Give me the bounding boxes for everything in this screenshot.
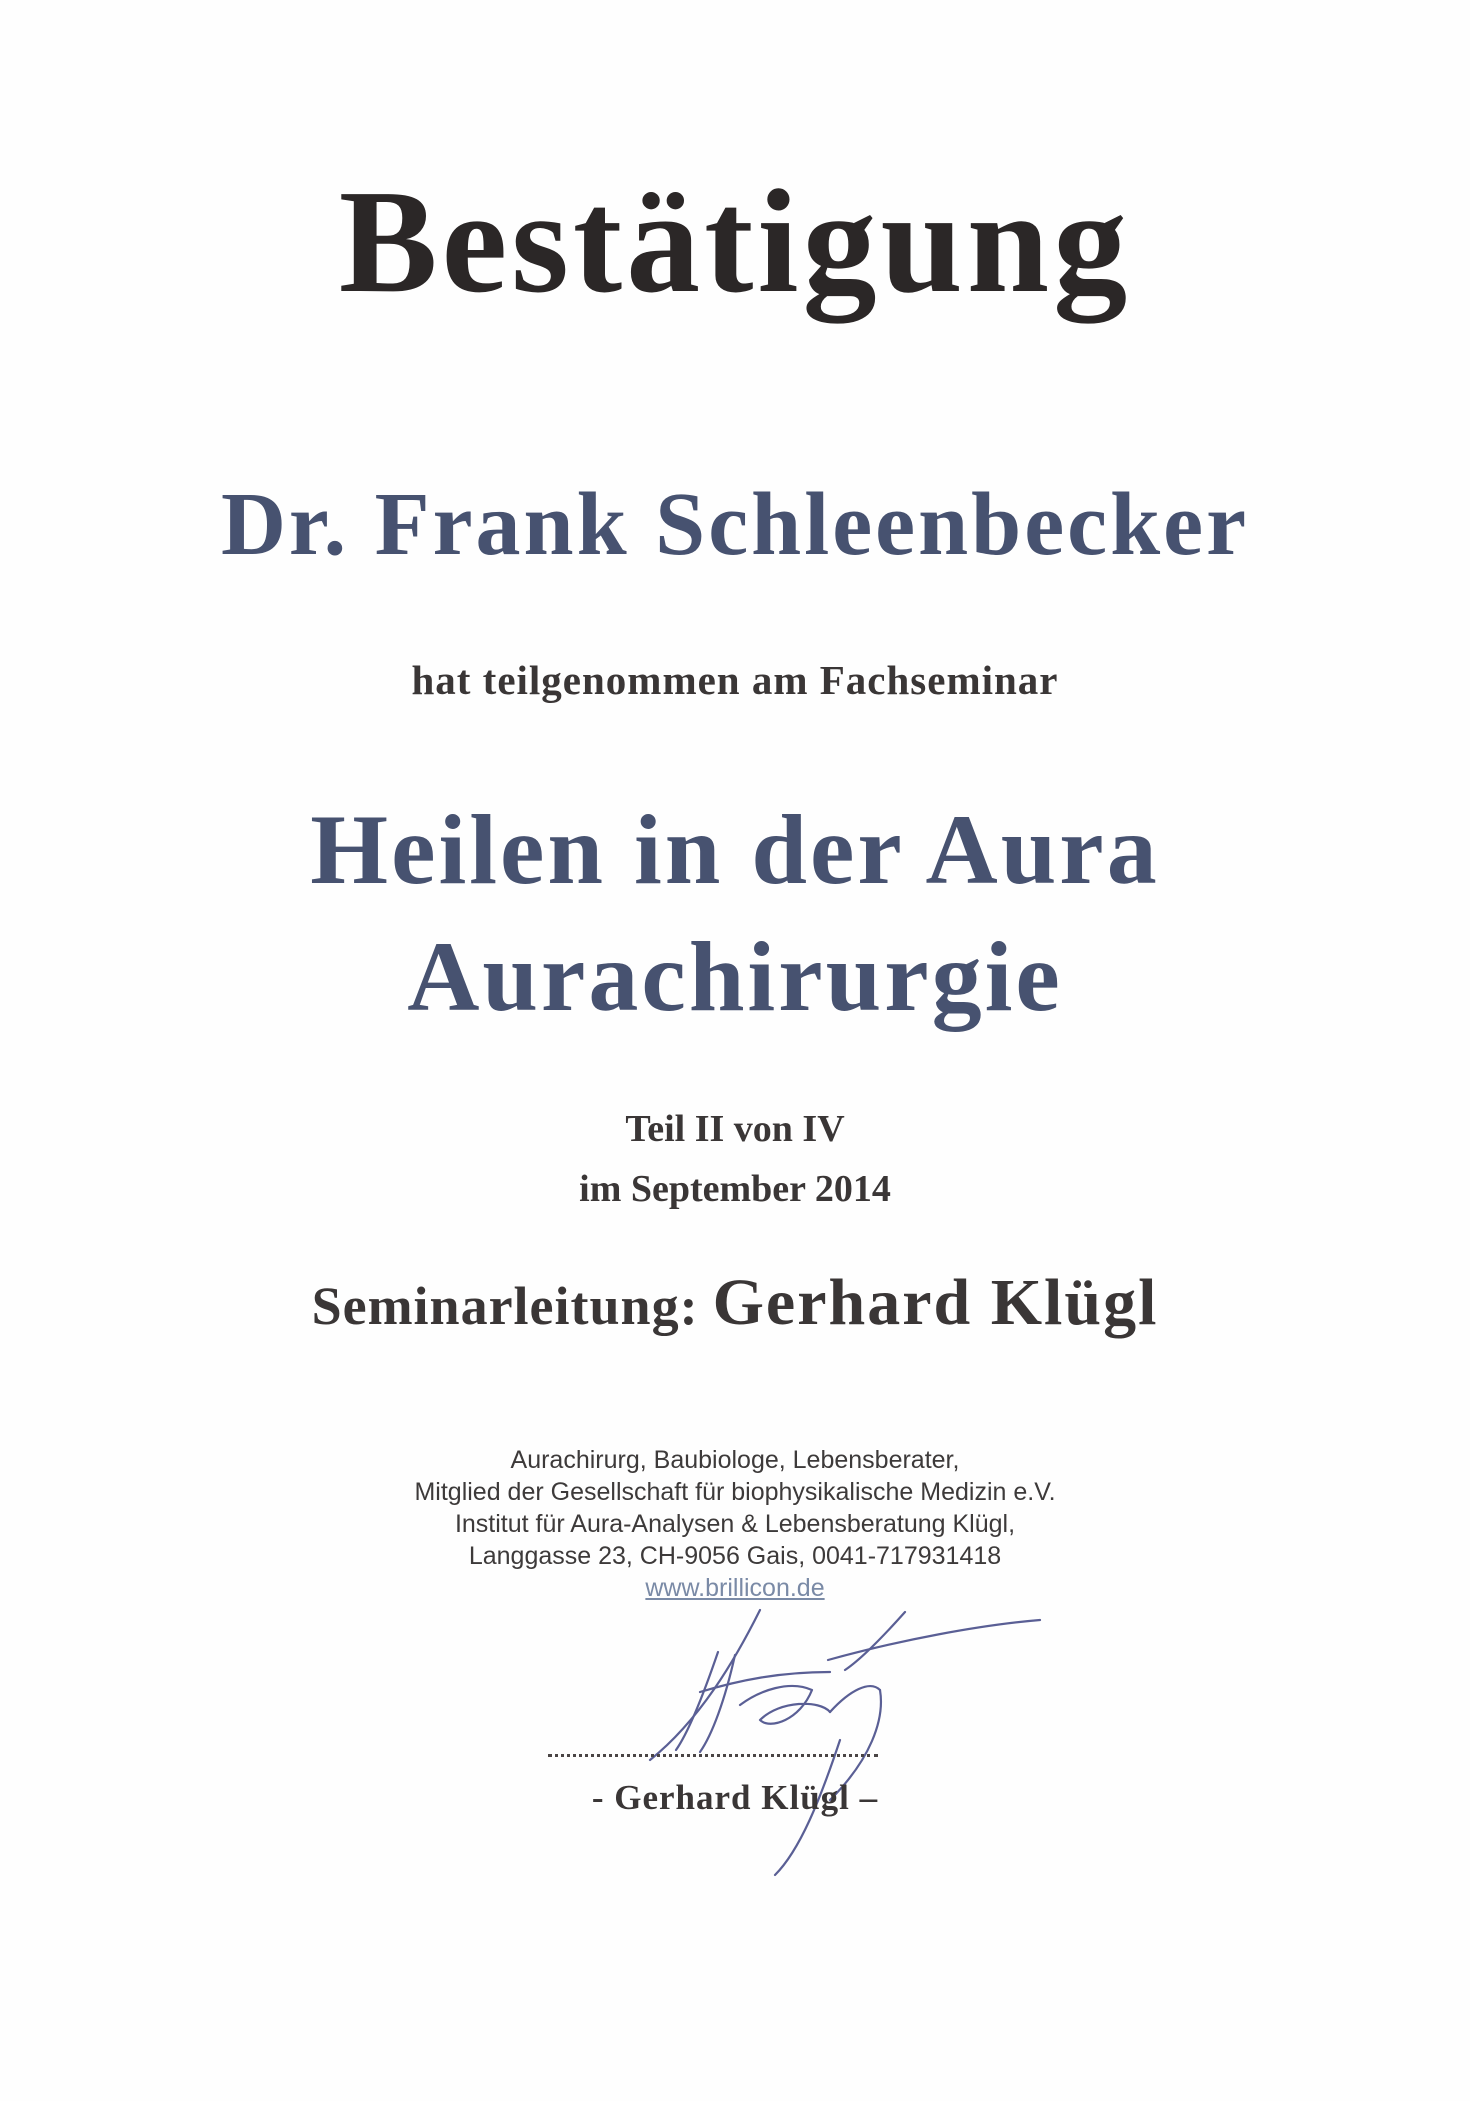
- leader-info-line-3: Institut für Aura-Analysen & Lebensberatung Klügl,: [454, 1510, 1016, 1538]
- website-link[interactable]: www.brillicon.de: [645, 1574, 825, 1602]
- seminar-leader: [0, 1266, 1470, 1339]
- signatory-name: - Gerhard Klügl –: [591, 1778, 879, 1817]
- certificate-title: Bestätigung: [338, 160, 1132, 324]
- seminar-leader-label: Seminarleitung:: [311, 1276, 699, 1336]
- participant-name: Dr. Frank Schleenbecker: [220, 475, 1250, 574]
- leader-info-line-2: Mitglied der Gesellschaft für biophysikalische Medizin e.V.: [414, 1478, 1056, 1506]
- seminar-part: Teil II von IV: [625, 1108, 845, 1150]
- seminar-date: im September 2014: [579, 1168, 891, 1210]
- signature-line: [548, 1754, 878, 1757]
- leader-info-line-4: Langgasse 23, CH-9056 Gais, 0041-717931418: [468, 1542, 1002, 1570]
- leader-info-line-1: Aurachirurg, Baubiologe, Lebensberater,: [510, 1446, 960, 1474]
- seminar-leader-name: Gerhard Klügl: [712, 1266, 1159, 1339]
- participation-statement: hat teilgenommen am Fachseminar: [411, 657, 1059, 703]
- seminar-title-line-2: Aurachirurgie: [407, 921, 1063, 1032]
- seminar-title-line-1: Heilen in der Aura: [310, 794, 1160, 905]
